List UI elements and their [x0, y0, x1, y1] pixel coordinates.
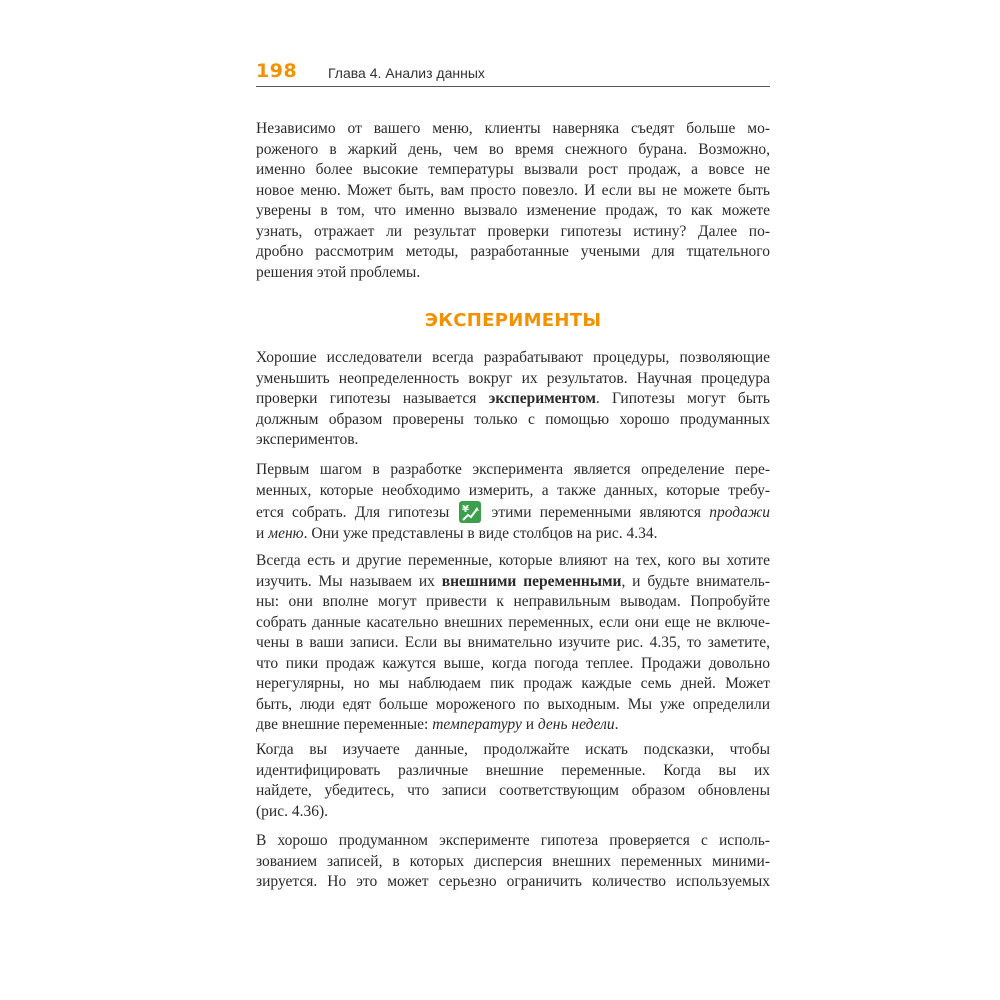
text-line: менных, которые необходимо измерить, а также данных, которые требу- — [256, 481, 770, 499]
text-line: должным образом проверены только с помощью хорошо продуманных — [256, 410, 770, 428]
italic-term: день недели — [537, 716, 615, 733]
text-run: и — [256, 524, 269, 542]
text-line: узнать, отражает ли результат проверки гипотезы истину? Далее по- — [256, 222, 770, 240]
text-line: зованием записей, в которых дисперсия внешних переменных миними- — [256, 852, 770, 870]
text-line: что пики продаж кажутся выше, когда погода теплее. Продажи довольно — [256, 654, 770, 672]
text-run: этими переменными являются — [483, 504, 710, 521]
paragraph-external-variables — [256, 551, 770, 736]
text-line: (рис. 4.36). — [256, 802, 328, 820]
svg-text:¥: ¥ — [462, 504, 470, 515]
text-line — [256, 389, 770, 410]
text-run: проверки гипотезы называется — [256, 390, 489, 407]
yen-growth-chart-icon — [459, 501, 481, 523]
text-run: . Они уже представлены в виде столбцов на рис. 4.34. — [303, 524, 658, 542]
text-run: изучить. Мы называем их — [256, 572, 442, 590]
text-line: Первым шагом в разработке эксперимента является определение пере- — [256, 461, 770, 478]
intro-paragraph — [256, 119, 770, 283]
text-line — [256, 572, 770, 593]
text-run: . — [614, 716, 619, 733]
text-line: собрать данные касательно внешних переменных, если они еще не включе- — [256, 613, 770, 631]
section-heading: ЭКСПЕРИМЕНТЫ — [424, 310, 602, 331]
text-run: ется собрать. Для гипотезы — [256, 504, 458, 521]
book-page — [256, 0, 770, 1000]
chapter-title: Глава 4. Анализ данных — [328, 65, 485, 81]
text-line: найдете, убедитесь, что записи соответствующим образом обновлены — [256, 782, 770, 799]
text-line: дробно рассмотрим методы, разработанные учеными для тщательного — [256, 243, 770, 260]
text-line: роженого в жаркий день, чем во время снежного бурана. Возможно, — [256, 140, 770, 158]
paragraph-experiment — [256, 348, 770, 451]
italic-term: продажи — [709, 504, 770, 521]
text-line — [256, 524, 770, 545]
text-line — [256, 715, 770, 736]
text-line: решения этой проблемы. — [256, 263, 421, 281]
text-line: новое меню. Может быть, вам просто повезло. И если вы не можете быть — [256, 181, 770, 199]
paragraph-clues — [256, 740, 770, 822]
text-line: В хорошо продуманном эксперименте гипотеза проверяется с исполь- — [256, 832, 770, 849]
paragraph-variables — [256, 460, 770, 544]
italic-term: меню — [268, 524, 304, 542]
italic-term: температуру — [432, 716, 522, 733]
running-header — [256, 58, 770, 86]
text-run: , и будьте вниматель- — [621, 572, 770, 590]
text-line: Когда вы изучаете данные, продолжайте искать подсказки, чтобы — [256, 741, 770, 758]
text-line: зируется. Но это может серьезно ограничить количество используемых — [256, 873, 770, 890]
text-line: ны: они вполне могут привести к неправильным выводам. Попробуйте — [256, 593, 770, 610]
page-number: 198 — [256, 60, 298, 82]
text-line: экспериментов. — [256, 431, 359, 448]
text-line: уменьшить неопределенность вокруг их результатов. Научная процедура — [256, 369, 770, 387]
text-line — [256, 501, 770, 524]
text-line: именно более высокие температуры вызвали рост продаж, а вовсе не — [256, 161, 770, 178]
text-line: Независимо от вашего меню, клиенты наверняка съедят больше мо- — [256, 120, 770, 137]
text-line: нерегулярны, но мы наблюдаем пик продаж каждые семь дней. Может — [256, 675, 770, 692]
text-line: идентифицировать различные внешние переменные. Когда вы их — [256, 761, 770, 779]
bold-term: внешними переменными — [441, 572, 622, 590]
header-rule — [256, 86, 770, 87]
bold-term: экспериментом — [488, 390, 596, 407]
text-line: чены в ваши записи. Если вы внимательно изучите рис. 4.35, то заметите, — [256, 634, 770, 651]
text-run: и — [521, 716, 538, 733]
text-run: две внешние переменные: — [256, 716, 433, 733]
text-line: Хорошие исследователи всегда разрабатывают процедуры, позволяющие — [256, 349, 770, 366]
paragraph-design — [256, 831, 770, 893]
text-line: Всегда есть и другие переменные, которые влияют на тех, кого вы хотите — [256, 552, 770, 569]
text-line: быть, люди едят больше мороженого по выходным. Мы уже определили — [256, 695, 770, 713]
text-line: уверены в том, что именно вызвало изменение продаж, то как можете — [256, 202, 770, 219]
text-run: . Гипотезы могут быть — [595, 390, 770, 407]
